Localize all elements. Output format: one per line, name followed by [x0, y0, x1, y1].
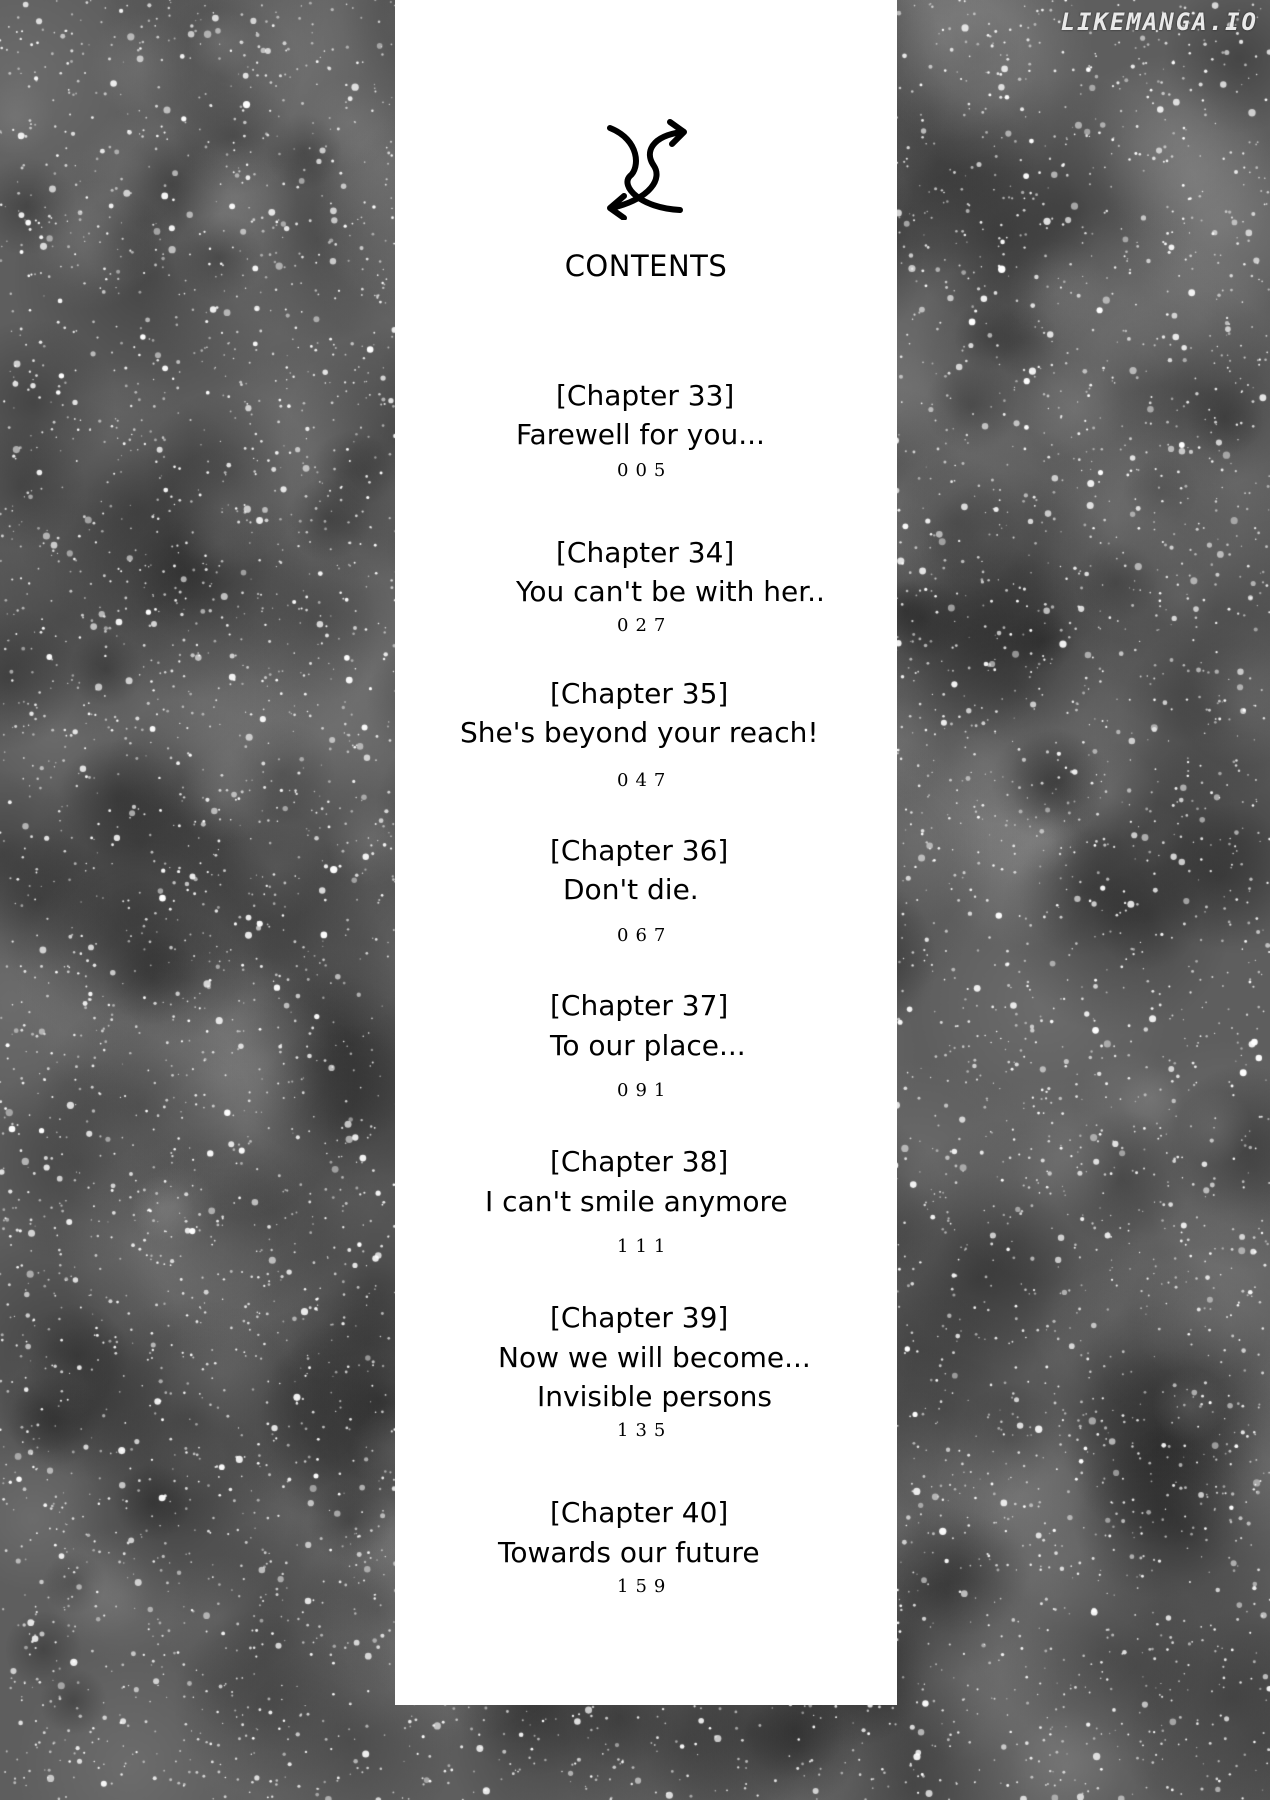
page-number: 027: [617, 615, 673, 636]
chapter-number: [Chapter 40]: [550, 1496, 729, 1529]
page-number: 067: [617, 925, 673, 946]
contents-title: CONTENTS: [564, 249, 728, 283]
chapter-number: [Chapter 35]: [550, 677, 729, 710]
chapter-number: [Chapter 37]: [550, 989, 729, 1022]
chapter-number: [Chapter 36]: [550, 834, 729, 867]
contents-panel: [395, 0, 897, 1705]
chapter-title: Invisible persons: [537, 1380, 772, 1413]
chapter-number: [Chapter 33]: [556, 379, 735, 412]
page-number: 135: [617, 1420, 673, 1441]
chapter-number: [Chapter 39]: [550, 1301, 729, 1334]
chapter-title: I can't smile anymore: [485, 1185, 788, 1218]
page-number: 047: [617, 770, 673, 791]
page-number: 159: [617, 1576, 673, 1597]
chapter-title: Towards our future: [498, 1536, 760, 1569]
chapter-title: You can't be with her..: [516, 575, 825, 608]
chapter-number: [Chapter 38]: [550, 1145, 729, 1178]
chapter-number: [Chapter 34]: [556, 536, 735, 569]
chapter-title: To our place...: [550, 1029, 746, 1062]
page-number: 005: [617, 460, 673, 481]
site-watermark: LIKEMANGA.IO: [1060, 8, 1258, 36]
chapter-title: She's beyond your reach!: [460, 716, 819, 749]
page-number: 111: [617, 1236, 673, 1257]
chapter-title: Now we will become...: [498, 1341, 811, 1374]
chapter-title: Don't die.: [563, 873, 699, 906]
crossed-arrows-icon: [600, 118, 692, 220]
page-number: 091: [617, 1080, 673, 1101]
chapter-title: Farewell for you...: [516, 418, 765, 451]
